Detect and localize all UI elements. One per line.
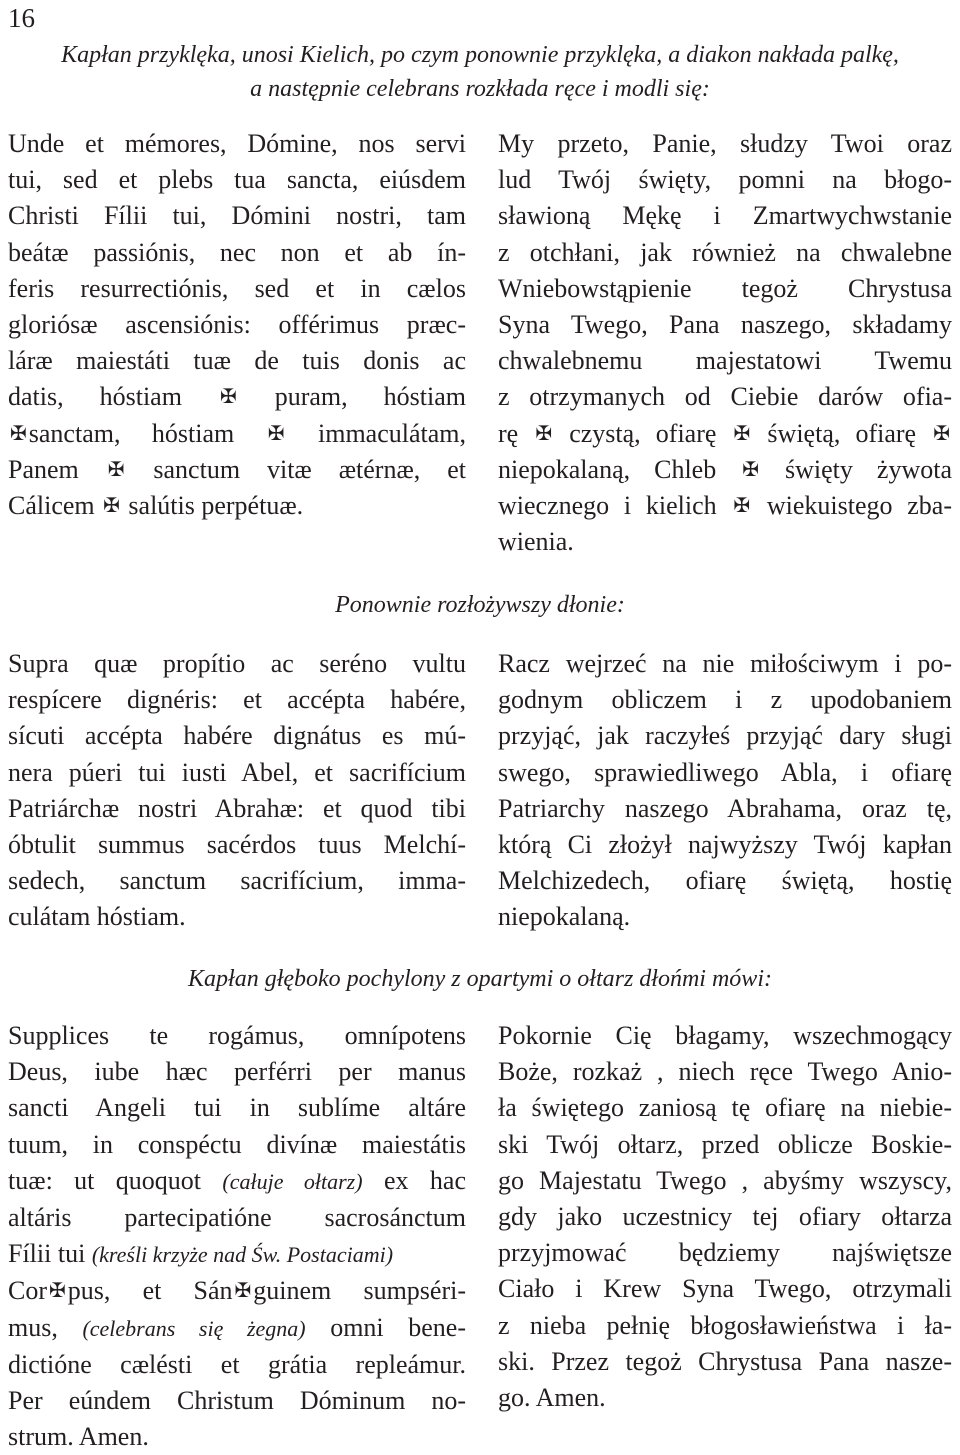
rubric-ponownie: Ponownie rozłożywszy dłonie:: [335, 592, 625, 618]
cross-icon: ✠: [933, 422, 950, 445]
text-line: nera púeri tui iusti Abel, et sacrifícium: [8, 757, 466, 787]
text-line: láræ maiestáti tuæ de tuis donis ac: [8, 346, 466, 376]
latin-text-supplices: [8, 1018, 466, 1455]
text-line: mus, (celebrans się żegna) omni bene-: [8, 1312, 466, 1342]
cross-icon: ✠: [733, 495, 751, 518]
text-line: ✠sanctam, hóstiam ✠ immaculátam,: [10, 418, 466, 448]
text-line: swego, sprawiedliwego Abla, i ofiarę: [498, 757, 952, 787]
latin-text-unde-et-memores: [8, 126, 466, 524]
text-line: wienia.: [498, 527, 574, 557]
rubric-top-line: Kapłan przyklęka, unosi Kielich, po czym ponownie przyklęka, a diakon nakłada palkę,: [61, 42, 899, 68]
text-line: wiecznego i kielich ✠ wiekuistego zba-: [498, 491, 952, 521]
text-line: Melchizedech, ofiarę świętą, hostię: [498, 866, 952, 896]
text-line: datis, hóstiam ✠ puram, hóstiam: [8, 382, 466, 412]
text-line: feris resurrectiónis, sed et in cælos: [8, 273, 466, 303]
cross-icon: ✠: [107, 458, 125, 481]
text-line: chwalebnemu majestatowi Twemu: [498, 346, 952, 376]
text-line: óbtulit summus sacérdos tuus Melchí-: [8, 830, 466, 860]
text-line: przyjmować będziemy najświętsze: [498, 1238, 952, 1268]
cross-icon: ✠: [10, 422, 27, 445]
text-line: Cor ✠pus, et Sán ✠guinem sumpséri-: [8, 1276, 466, 1306]
text-line: gloriósæ ascensiónis: offérimus præc-: [8, 310, 466, 340]
text-line: tui, sed et plebs tua sancta, eiúsdem: [8, 165, 466, 195]
text-line: z otrzymanych od Ciebie darów ofia-: [498, 382, 952, 412]
text-line: go Majestatu Twego , abyśmy wszyscy,: [498, 1165, 952, 1195]
text-line: sícuti accépta habére dignátus es mú-: [8, 721, 466, 751]
text-line: niepokalaną, Chleb ✠ święty żywota: [498, 454, 952, 484]
text-line: godnym obliczem i z upodobaniem: [498, 685, 952, 715]
text-line: go. Amen.: [498, 1383, 606, 1413]
rubric-top: [0, 38, 960, 106]
text-line: dictióne cælésti et grátia repleámur.: [8, 1349, 466, 1379]
inline-rubric: (kreśli krzyże nad Św. Postaciami): [91, 1242, 394, 1268]
text-line: tuum, in conspéctu divínæ maiestátis: [8, 1129, 466, 1159]
cross-icon: ✠: [49, 1280, 66, 1303]
text-line: beátæ passiónis, nec non et ab ín-: [8, 237, 466, 267]
cross-icon: ✠: [219, 386, 237, 409]
text-line: tuæ: ut quoquot (całuje ołtarz) ex hac: [8, 1165, 466, 1195]
text-line: Christi Fílii tui, Dómini nostri, tam: [8, 201, 466, 231]
text-line: Panem ✠ sanctum vitæ ætérnæ, et: [8, 454, 466, 484]
text-line: Supra quæ propítio ac seréno vultu: [8, 649, 466, 678]
text-line: z otchłani, jak również na chwalebne: [498, 237, 952, 267]
cross-icon: ✠: [733, 422, 751, 445]
text-line: respícere dignéris: et accépta habére,: [8, 685, 466, 715]
text-line: rę ✠ czystą, ofiarę ✠ świętą, ofiarę ✠: [498, 418, 950, 448]
text-line: Boże, rozkaż , niech ręce Twego Anio-: [498, 1057, 952, 1087]
text-line: altáris partecipatióne sacrosánctum: [8, 1203, 466, 1233]
text-line: Cálicem ✠ salútis perpétuæ.: [8, 491, 304, 521]
cross-icon: ✠: [103, 495, 120, 518]
text-line: Ciało i Krew Syna Twego, otrzymali: [498, 1274, 952, 1304]
inline-rubric: (celebrans się żegna): [82, 1315, 306, 1341]
text-line: Supplices te rogámus, omnípotens: [8, 1021, 466, 1050]
text-line: niepokalaną.: [498, 902, 631, 932]
polish-text-my-przeto: [498, 126, 952, 560]
cross-icon: ✠: [267, 422, 285, 445]
text-line: Patriárchæ nostri Abrahæ: et quod tibi: [8, 793, 466, 823]
text-line: My przeto, Panie, słudzy Twoi oraz: [498, 129, 952, 158]
text-line: z nieba pełnię błogosławieństwa i ła-: [498, 1310, 952, 1340]
text-line: Pokornie Cię błagamy, wszechmogący: [498, 1021, 952, 1050]
polish-text-racz-wejrzec: [498, 646, 952, 936]
cross-icon: ✠: [742, 458, 760, 481]
text-line: ski. Przez tegoż Chrystusa Pana nasze-: [498, 1346, 952, 1376]
text-line: Unde et mémores, Dómine, nos servi: [8, 129, 466, 158]
text-line: którą Ci złożył najwyższy Twój kapłan: [498, 830, 952, 860]
text-line: sławioną Mękę i Zmartwychwstanie: [498, 201, 952, 231]
text-line: sedech, sanctum sacrifícium, imma-: [8, 866, 466, 896]
text-line: Patriarchy naszego Abrahama, oraz tę,: [498, 793, 952, 823]
inline-rubric: (całuje ołtarz): [222, 1168, 363, 1194]
cross-icon: ✠: [234, 1280, 252, 1303]
text-line: Wniebowstąpienie tegoż Chrystusa: [498, 273, 952, 303]
text-line: gdy jako uczestnicy tej ofiary ołtarza: [498, 1202, 952, 1232]
text-line: ski Twój ołtarz, przed oblicze Boskie-: [498, 1129, 952, 1159]
page-number: 16: [8, 3, 35, 33]
text-line: przyjąć, jak raczyłeś przyjąć dary sługi: [498, 721, 952, 751]
text-line: Racz wejrzeć na nie miłościwym i po-: [498, 649, 952, 678]
text-line: Fílii tui (kreśli krzyże nad Św. Postaciami): [8, 1239, 394, 1269]
text-line: ła świętego zaniosą tę ofiarę na niebie-: [498, 1093, 952, 1123]
text-line: strum. Amen.: [8, 1422, 149, 1452]
text-line: Syna Twego, Pana naszego, składamy: [498, 310, 952, 340]
rubric-kaplan-pochylony: Kapłan głęboko pochylony z opartymi o ołtarz dłońmi mówi:: [188, 966, 772, 992]
rubric-top-line: a następnie celebrans rozkłada ręce i modli się:: [250, 76, 710, 102]
text-line: sancti Angeli tui in sublíme altáre: [8, 1093, 466, 1123]
polish-text-pokornie: [498, 1018, 952, 1416]
cross-icon: ✠: [535, 422, 553, 445]
text-line: Deus, iube hæc perférri per manus: [8, 1057, 466, 1087]
text-line: Per eúndem Christum Dóminum no-: [8, 1386, 466, 1416]
text-line: lud Twój święty, pomni na błogo-: [498, 165, 952, 195]
text-line: culátam hóstiam.: [8, 902, 186, 932]
latin-text-supra-quae: [8, 646, 466, 936]
